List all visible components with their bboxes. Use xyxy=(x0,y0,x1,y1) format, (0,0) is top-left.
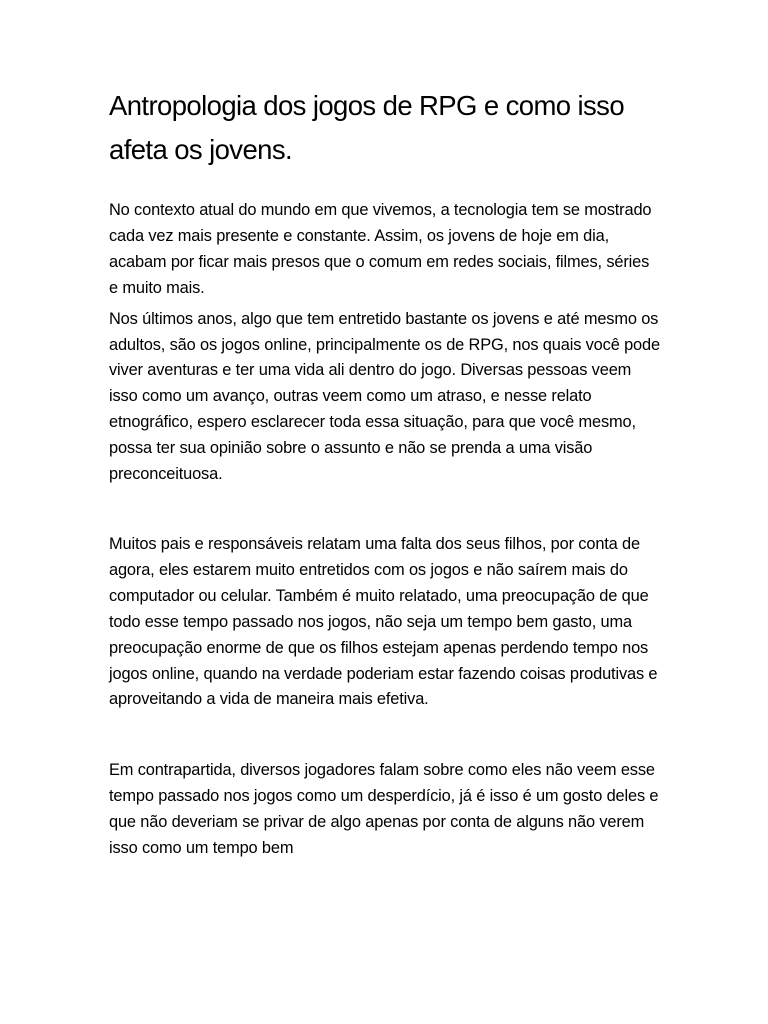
paragraph-rpg-games: Nos últimos anos, algo que tem entretido bastante os jovens e até mesmo os adultos, são os jogos online, principalmente os de RPG, nos quais você pode viver aventuras e ter uma vida ali dentro do jogo. Diversas pessoas veem isso como um avanço, outras veem como um atraso, e nesse relato etnográfico, espero esclarecer toda essa situação, para que você mesmo, possa ter sua opinião sobre o assunto e não se prenda a uma visão preconceituosa. xyxy=(109,309,660,484)
paragraph-parents-concerns: Muitos pais e responsáveis relatam uma falta dos seus filhos, por conta de agora, eles estarem muito entretidos com os jogos e não saírem mais do computador ou celular. Também é muito relatado, uma preocupação de que todo esse tempo passado nos jogos, não seja um tempo bem gasto, uma preocupação enorme de que os filhos estejam apenas perdendo tempo nos jogos online, quando na verdade poderiam estar fazendo coisas produtivas e aproveitando a vida de maneira mais efetiva. xyxy=(109,534,658,709)
document-page xyxy=(109,84,661,862)
paragraph-players-view: Em contrapartida, diversos jogadores falam sobre como eles não veem esse tempo passado nos jogos como um desperdício, já é isso é um gosto deles e que não deveriam se privar de algo apenas por conta de alguns não verem isso como um tempo bem xyxy=(109,761,659,858)
paragraph-intro: No contexto atual do mundo em que vivemos, a tecnologia tem se mostrado cada vez mais presente e constante. Assim, os jovens de hoje em dia, acabam por ficar mais presos que o comum em redes sociais, filmes, séries e muito mais. xyxy=(109,201,652,297)
document-title: Antropologia dos jogos de RPG e como isso afeta os jovens. xyxy=(109,90,625,165)
